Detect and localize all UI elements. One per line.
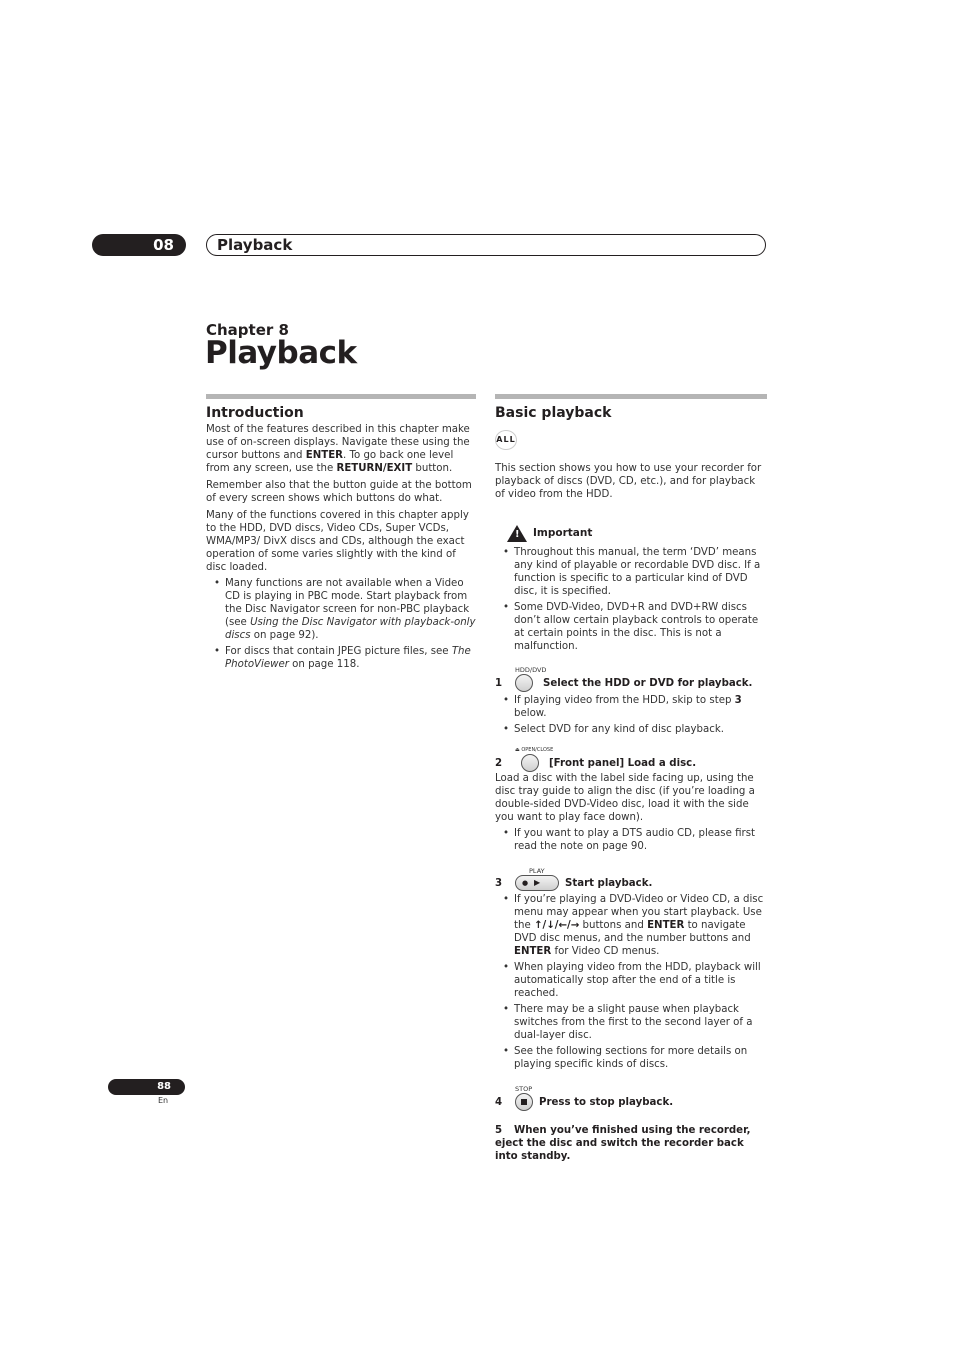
play-button-icon: ● ▶ [515, 875, 559, 891]
stop-button-icon [515, 1093, 533, 1111]
list-item: • Many functions are not available when a Video CD is playing in PBC mode. Start playback from the Disc Navigator screen for non-PBC playback (see Using the Disc Navigator with playback-only discs on page 92). [206, 577, 476, 642]
hdd-dvd-button-caption: HDD/DVD [515, 666, 547, 674]
list-item: • If you’re playing a DVD-Video or Video CD, a disc menu may appear when you start playback. Use the ↑/↓/←/→ buttons and ENTER to navigate DVD disc menus, and the number buttons and ENTER for Video CD menus. [495, 893, 767, 958]
step-text: [Front panel] Load a disc. [549, 757, 697, 769]
step-2 [495, 754, 767, 772]
important-label: Important [533, 527, 593, 539]
list-item: • Throughout this manual, the term ‘DVD’ means any kind of playable or recordable DVD disc. If a function is specific to a particular kind of DVD disc, it is specified. [495, 546, 767, 598]
important-bullets [495, 546, 767, 653]
introduction-heading: Introduction [206, 405, 304, 421]
step-5 [495, 1124, 767, 1163]
arrow-buttons-icon: ↑/↓/←/→ [533, 920, 580, 931]
list-item: • See the following sections for more details on playing specific kinds of discs. [495, 1045, 767, 1071]
step-text: Press to stop playback. [539, 1096, 674, 1108]
basic-playback-section [495, 394, 767, 1163]
step-2-body: Load a disc with the label side facing up, using the disc tray guide to align the disc (if you’re loading a double-sided DVD-Video disc, load it with the side you want to play face down). [495, 773, 755, 823]
step-number: 4 [495, 1096, 503, 1108]
basic-playback-heading: Basic playback [495, 405, 612, 421]
step-3-bullets [495, 893, 767, 1071]
step-text: Start playback. [565, 877, 653, 889]
step-1 [495, 674, 767, 692]
page-number-tab [108, 1079, 185, 1095]
intro-bullets [206, 577, 476, 671]
section-rule [206, 394, 476, 399]
section-rule [495, 394, 767, 399]
step-number: 5 [495, 1125, 503, 1136]
warning-icon [507, 525, 527, 542]
list-item: • Select DVD for any kind of disc playback. [495, 723, 767, 736]
list-item: • If playing video from the HDD, skip to step 3 below. [495, 694, 767, 720]
stop-button-caption: STOP [515, 1085, 533, 1093]
intro-paragraph-2: Remember also that the button guide at the bottom of every screen shows which buttons do what. [206, 480, 472, 504]
page-number: 88 [157, 1081, 171, 1092]
step-number: 3 [495, 877, 503, 889]
all-discs-icon: ALL [495, 430, 517, 450]
play-button-caption: PLAY [529, 867, 545, 875]
basic-intro: This section shows you how to use your recorder for playback of discs (DVD, CD, etc.), and for playback of video from the HDD. [495, 463, 762, 500]
step-3 [495, 875, 767, 891]
intro-paragraph-1: Most of the features described in this chapter make use of on-screen displays. Navigate these using the cursor buttons and ENTER. To go back one level from any screen, use the RETURN/EXIT button. [206, 424, 470, 474]
step-number: 1 [495, 677, 503, 689]
list-item: • For discs that contain JPEG picture files, see The PhotoViewer on page 118. [206, 645, 476, 671]
hdd-dvd-button-icon [515, 674, 533, 692]
running-header [206, 234, 766, 256]
open-close-button-icon [521, 754, 539, 772]
chapter-title: Playback [205, 335, 357, 371]
intro-paragraph-3: Many of the functions covered in this chapter apply to the HDD, DVD discs, Video CDs, Super VCDs, WMA/MP3/ DivX discs and CDs, although the exact operation of some varies slightly with the kind of disc loaded. [206, 510, 469, 573]
introduction-section [206, 394, 476, 674]
list-item: • Some DVD-Video, DVD+R and DVD+RW discs don’t allow certain playback controls to operate at certain points in the disc. This is not a malfunction. [495, 601, 767, 653]
language-code: En [158, 1096, 169, 1105]
list-item: • If you want to play a DTS audio CD, please first read the note on page 90. [495, 827, 767, 853]
running-header-title: Playback [217, 236, 293, 254]
chapter-tab [92, 234, 186, 256]
list-item: • When playing video from the HDD, playback will automatically stop after the end of a title is reached. [495, 961, 767, 1000]
chapter-label: Chapter 8 [206, 321, 289, 339]
step-1-bullets [495, 694, 767, 736]
open-close-button-caption: ⏏ OPEN/CLOSE [515, 747, 554, 753]
chapter-tab-number: 08 [153, 236, 174, 254]
step-2-bullets [495, 827, 767, 853]
step-text: Select the HDD or DVD for playback. [543, 677, 753, 689]
important-header [495, 525, 767, 542]
step-number: 2 [495, 757, 503, 769]
step-4 [495, 1093, 767, 1111]
step-text: When you’ve finished using the recorder, eject the disc and switch the recorder back into standby. [495, 1125, 751, 1162]
list-item: • There may be a slight pause when playback switches from the first to the second layer of a dual-layer disc. [495, 1003, 767, 1042]
